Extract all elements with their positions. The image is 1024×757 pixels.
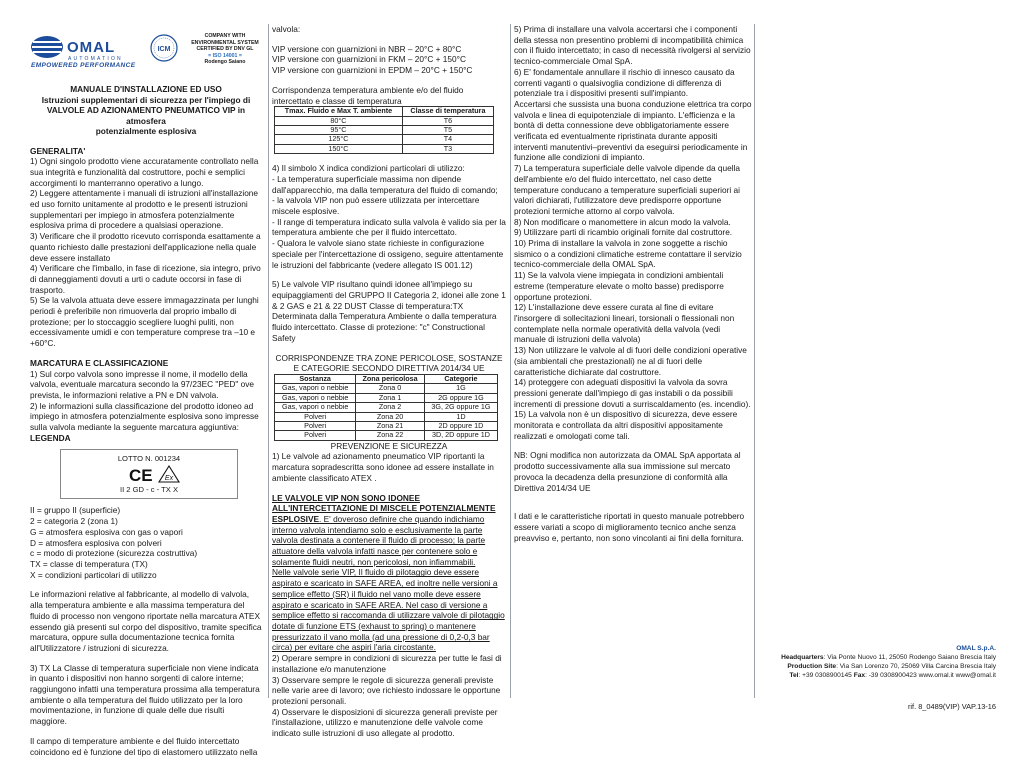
- table-row: Polveri Zona 20 1D: [275, 412, 498, 421]
- headquarters: Headquarters: Via Ponte Nuovo 11, 25050 Rodengo Saiano Brescia Italy: [781, 654, 996, 661]
- ce-ex-marks: [125, 464, 185, 484]
- brand-sub: AUTOMATION: [68, 56, 123, 62]
- table-header: Sostanza: [275, 374, 356, 383]
- warning-paragraph: [272, 493, 506, 568]
- table-row: 95°C T5: [275, 126, 494, 135]
- ce-mark: CE: [129, 466, 153, 485]
- note: NB: Ogni modifica non autorizzata da OMAL SpA apportata al prodotto successivamente alla sua immissione sul mercato provoca la decadenza della presunzione di conformità alla Direttiva 2014/34 UE: [514, 450, 741, 493]
- paragraph: 2) le informazioni sulla classificazione del prodotto idoneo ad impiego in atmosfera potenzialmente esplosiva sono impresse sulla valvola mediante la seguente marcatura aggiuntiva:: [30, 400, 259, 433]
- warning-bold: LE VALVOLE VIP NON SONO IDONEE ALL'INTERCETTAZIONE DI MISCELE POTENZIALMENTE ESPLOSIVE: [272, 492, 496, 524]
- paragraph: 5) Se la valvola attuata deve essere immagazzinata per lunghi periodi è preferibile non rimuoverla dal proprio imballo di protezione; per lo stoccaggio scegliere luoghi puliti, non eccessivamente umidi e con temperature comprese tra –10 e +60°C.: [30, 295, 259, 349]
- paragraph: 2) Leggere attentamente i manuali di istruzioni all'installazione ed uso fornito unitamente al prodotto e le presenti istruzioni supplementari per impiego in atmosfera potenzialmente esplosiva prima di procedere a qualsiasi operazione.: [30, 188, 259, 231]
- table-row: Gas, vapori o nebbie Zona 1 2G oppure 1G: [275, 393, 498, 402]
- paragraph: 15) La valvola non è un dispositivo di sicurezza, deve essere monitorata e controllata da altri dispositivi appositamente realizzati e omologati come tali.: [514, 409, 738, 441]
- paragraph: 1) Ogni singolo prodotto viene accuratamente controllato nella sua integrità e funzionalità dal costruttore, pochi e semplici accorgimenti lo manterranno operativo a lungo.: [30, 156, 259, 188]
- warning-paragraph: Nelle valvole serie VIP, Il fluido di pilotaggio deve essere aspirato e scaricato in SAFE AREA, ed inoltre nelle versioni a semplice effetto (SR) il fluido nel vano molle deve essere aspirato e scaricato in SAFE AREA. Nel caso di versione a semplice effetto si raccomanda di utilizzare valvole di pilotaggio dotate di funzione ETS (exhaust to spring) o mantenere pressurizzato il vano molla (ad una pressione di 0,2-0,3 bar circa) per evitare che aspiri l'aria circostante.: [272, 567, 505, 653]
- paragraph: 7) La temperatura superficiale delle valvole dipende da quella dell'ambiente e/o del fluido intercettato, nel caso dette temperature conducano a temperature superficiali superiori ai valori dichiarati, l'utilizzatore deve predisporre opportune protezioni termiche attorno al corpo valvola.: [514, 163, 741, 216]
- document-title: MANUALE D'INSTALLAZIONE ED USO Istruzioni supplementari di sicurezza per l'impiego di VALVOLE AD AZIONAMENTO PNEUMATICO VIP in atmosfera potenzialmente esplosiva: [41, 84, 251, 136]
- table-header: Categorie: [424, 374, 497, 383]
- temperature-range: VIP versione con guarnizioni in NBR – 20°C + 80°C: [272, 43, 462, 54]
- temperature-range: VIP versione con guarnizioni in EPDM – 20°C + 150°C: [272, 65, 473, 76]
- brand-name: OMAL: [67, 39, 116, 56]
- section-title: PREVENZIONE E SICUREZZA: [330, 440, 448, 451]
- paragraph: 4) Il simbolo X indica condizioni particolari di utilizzo:: [272, 163, 465, 174]
- paragraph: 3) Osservare sempre le regole di sicurezza generali previste nelle varie aree di lavoro; ove richiesto indossare le opportune protezioni personali.: [272, 674, 501, 706]
- legend-title: LEGENDA: [30, 432, 71, 443]
- document-reference: rif. 8_0489(VIP) VAP.13-16: [907, 702, 996, 711]
- legend-item: 2 = categoria 2 (zona 1): [30, 516, 118, 527]
- legend-item: D = atmosfera esplosiva con polveri: [30, 537, 162, 548]
- paragraph: 12) L'installazione deve essere curata al fine di evitare l'insorgere di sollecitazioni lineari, torsionali o flessionali non contemplate nella normale operatività della valvola (vedi manuale di istruzioni della valvola): [514, 302, 735, 345]
- column-1: [30, 24, 262, 757]
- disclaimer: I dati e le caratteristiche riportati in questo manuale potrebbero essere variati a scopo di miglioramento tecnico anche senza preavviso e, pertanto, non sono vincolanti ai fini della fornitura.: [514, 511, 745, 543]
- column-divider: [268, 24, 269, 698]
- paragraph: 13) Non utilizzare le valvole al di fuori delle condizioni operative (sia ambientali che prestazionali) ne al di fuori delle caratteristiche dichiarate dal costruttore.: [514, 345, 747, 377]
- temperature-class-table: [274, 106, 494, 154]
- paragraph: - Il range di temperatura indicato sulla valvola è valido sia per la temperatura ambiente che per il fluido intercettato.: [272, 216, 506, 238]
- column-divider: [510, 24, 511, 698]
- table-row: 80°C T6: [275, 116, 494, 125]
- warning-text: . E' doveroso definire che quando indichiamo interno valvola intendiamo solo e esclusivamente la parte valvola destinata a contenere il fluido di processo; la parte attuatore della valvola infatti nasce per contenere solo e solamente fluidi neutri, non pericolosi, non infiammabili.: [272, 513, 486, 567]
- temperature-range: VIP versione con guarnizioni in FKM – 20°C + 150°C: [272, 54, 466, 65]
- zone-table-title: CORRISPONDENZE TRA ZONE PERICOLOSE, SOSTANZE E CATEGORIE SECONDO DIRETTIVA 2014/34 UE: [275, 352, 503, 374]
- ex-mark: Ex: [164, 475, 174, 483]
- legend-item: X = condizioni particolari di utilizzo: [30, 569, 157, 580]
- paragraph: 14) proteggere con adeguati dispositivi la valvola da sovra pressioni generate dall'impiego di gas instabili o da possibili incrementi di pressione dovuti a surriscaldamento (es. incendio).: [514, 377, 751, 409]
- table-header: Classe di temperatura: [402, 107, 493, 116]
- paragraph: 9) Utilizzare parti di ricambio originali fornite dal costruttore.: [514, 227, 733, 238]
- column-divider: [754, 24, 755, 698]
- table-row: Gas, vapori o nebbie Zona 2 3G, 2G oppure 1G: [275, 403, 498, 412]
- section-title: MARCATURA E CLASSIFICAZIONE: [30, 357, 169, 368]
- legend-item: c = modo di protezione (sicurezza costruttiva): [30, 548, 198, 559]
- legend-item: TX = classe di temperatura (TX): [30, 559, 148, 569]
- column-2: [272, 24, 506, 739]
- marking-label: [60, 449, 238, 499]
- table-header: Zona pericolosa: [356, 374, 425, 383]
- paragraph: 4) Osservare le disposizioni di sicurezza generali previste per l'installazione, utilizzo e manutenzione delle valvole come indicato sulle istruzioni di uso allegate al prodotto.: [272, 706, 498, 739]
- legend-item: II = gruppo II (superficie): [30, 505, 121, 516]
- table-row: Gas, vapori o nebbie Zona 0 1G: [275, 384, 498, 393]
- production-site: Production Site: Via San Lorenzo 70, 25069 Villa Carcina Brescia Italy: [787, 663, 996, 670]
- paragraph: valvola:: [272, 24, 301, 34]
- column-3: [514, 24, 752, 543]
- paragraph: Le informazioni relative al fabbricante, al modello di valvola, alla temperatura ambiente e alla massima temperatura del fluido di processo non vengono riportate nella marcatura ATEX essendo già presenti sul corpo del dispositivo, tramite specifica marcatura, oppure sulla documentazione tecnica fornita all'Utilizzatore / istruzioni di sicurezza.: [30, 589, 262, 653]
- paragraph: Corrispondenza temperatura ambiente e/o del fluido intercettato e classe di temperatura: [272, 84, 464, 106]
- paragraph: 3) Verificare che il prodotto ricevuto corrisponda esattamente a quanto richiesto dalle prestazioni dell'applicazione nella quale deve essere installato: [30, 231, 261, 263]
- certification: COMPANY WITH ENVIRONMENTAL SYSTEM CERTIFIED BY DNV GL = ISO 14001 = Rodengo Saiano: [191, 33, 259, 66]
- lot-number: LOTTO N. 001234: [117, 454, 181, 464]
- paragraph: Accertarsi che sussista una buona conduzione elettrica tra corpo valvola e linea di equipotenziale di impianto. L'efficienza e la bontà di detta connessione deve obbligatoriamente essere verificata ed eventualmente ripristinata durante appositi interventi manutentivi–preventivi da eseguirsi periodicamente in funzione alle condizioni di impianto.: [514, 98, 752, 163]
- header: [30, 24, 262, 80]
- table-row: 150°C T3: [275, 144, 494, 153]
- paragraph: 6) E' fondamentale annullare il rischio di innesco causato da correnti vaganti o qualsivoglia condizione di differenza di potenziale tra i dispositivi presenti sull'impianto.: [514, 66, 735, 99]
- paragraph: 8) Non modificare o manomettere in alcun modo la valvola.: [514, 216, 731, 227]
- omal-logo: [30, 32, 136, 62]
- icm-badge-icon: [150, 34, 178, 62]
- legend-item: G = atmosfera esplosiva con gas o vapori: [30, 526, 183, 537]
- table-row: Polveri Zona 21 2D oppure 1D: [275, 421, 498, 430]
- table-header: Tmax. Fluido e Max T. ambiente: [275, 107, 403, 116]
- paragraph: 1) Le valvole ad azionamento pneumatico VIP riportanti la marcatura sopradescritta sono idonee ad essere installate in ambiente classificato ATEX .: [272, 451, 494, 483]
- paragraph: - Qualora le valvole siano state richieste in configurazione speciale per l'intercettazione di ossigeno, seguire attentamente le istruzioni del fabbricante (vedere allegato IS 001.12): [272, 238, 504, 270]
- table-row: Polveri Zona 22 3D, 2D oppure 1D: [275, 431, 498, 440]
- paragraph: 2) Operare sempre in condizioni di sicurezza per tutte le fasi di installazione e/o manutenzione: [272, 653, 502, 674]
- zone-category-table: [274, 374, 498, 441]
- paragraph: 10) Prima di installare la valvola in zone soggette a rischio sismico o a condizioni climatiche estreme contattare il servizio tecnico-commerciale della OMAL SpA.: [514, 238, 742, 270]
- paragraph: 3) TX La Classe di temperatura superficiale non viene indicata in quanto i dispositivi non hanno sorgenti di calore interne; raggiungono infatti una temperatura prossima alla temperatura ambiente o alla temperatura del fluido utilizzato per la loro movimentazione, in funzione di quale delle due risulti maggiore.: [30, 662, 260, 727]
- company-name: OMAL S.p.A.: [956, 645, 996, 652]
- paragraph: Il campo di temperature ambiente e del fluido intercettato coincidono ed è funzione del tipo di elastomero utilizzato nella: [30, 735, 258, 757]
- section-title: GENERALITA': [30, 145, 86, 156]
- paragraph: - La temperatura superficiale massima non dipende dall'apparecchio, ma dalla temperatura del fluido di comando;: [272, 173, 498, 195]
- icm-label: ICM: [157, 46, 171, 53]
- marking-code: II 2 GD - c - TX X: [119, 485, 179, 495]
- tagline: EMPOWERED PERFORMANCE: [31, 62, 136, 69]
- column-4: [760, 0, 996, 725]
- paragraph: 1) Sul corpo valvola sono impresse il nome, il modello della valvola, eventuale marcatura secondo la 97/23EC "PED" ove prevista, le informazioni relative a PN e DN valvola.: [30, 368, 255, 400]
- paragraph: 4) Verificare che l'imballo, in fase di ricezione, sia integro, privo di danneggiamenti dovuti a urti o cadute occorsi in fase di trasporto.: [30, 263, 261, 295]
- company-info: [760, 644, 996, 680]
- paragraph: 5) Prima di installare una valvola accertarsi che i componenti della stessa non presentino problemi di incompatibilità chimica con il fluido intercettato; in caso di necessità rivolgersi al servizio tecnico-commerciale Omal SpA.: [514, 24, 751, 67]
- paragraph: - la valvola VIP non può essere utilizzata per intercettare miscele esplosive.: [272, 195, 480, 217]
- paragraph: 5) Le valvole VIP risultano quindi idonee all'impiego su equipaggiamenti del GRUPPO II Categoria 2, idonei alle zone 1 & 2 GAS e 21 & 22 DUST Classe di temperatura:TX Determinata dalla Temperatura Ambiente o dalla temperatura fluido intercettato. Classe di protezione: "c" Constructional Safety: [272, 279, 506, 343]
- table-row: 125°C T4: [275, 135, 494, 144]
- paragraph: 11) Se la valvola viene impiegata in condizioni ambientali estreme (temperature elevate o molto basse) predisporre opportune protezioni.: [514, 270, 724, 302]
- contacts: Tel: +39 0308900145 Fax: -39 0308900423 www.omal.it www@omal.it: [789, 672, 996, 679]
